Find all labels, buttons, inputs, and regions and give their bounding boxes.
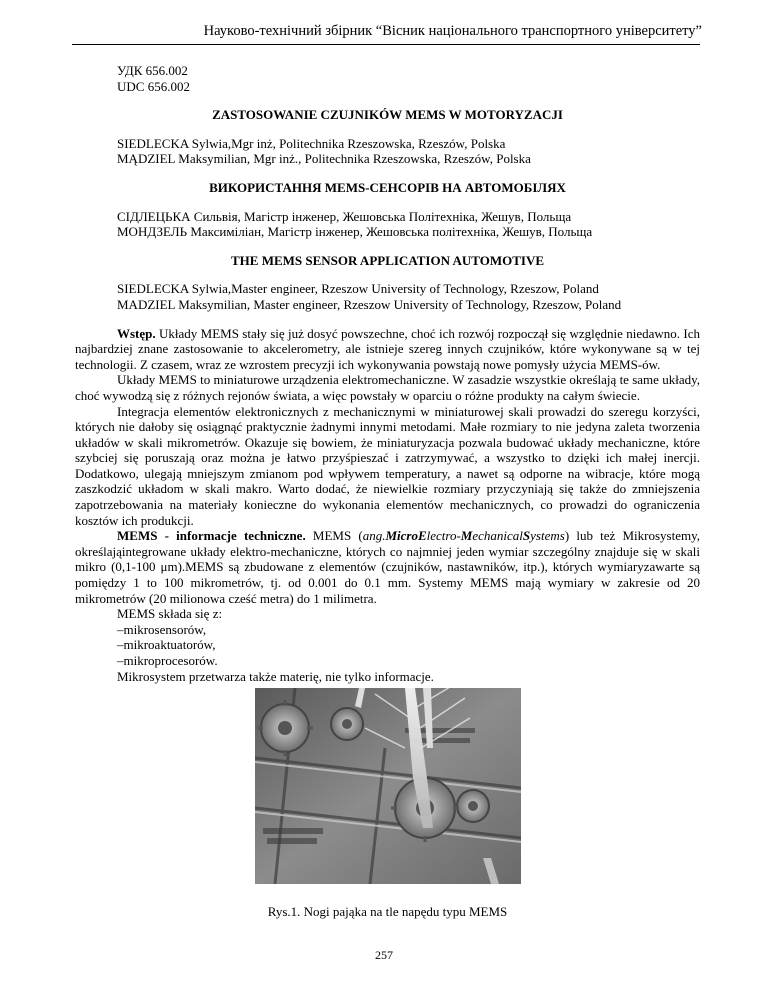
- udc-ua: УДК 656.002: [117, 63, 188, 78]
- title-pl: ZASTOSOWANIE CZUJNIKÓW MEMS W MOTORYZACJI: [212, 107, 563, 123]
- technical-heading: MEMS - informacje techniczne.: [117, 528, 306, 544]
- intro-heading: Wstęp.: [117, 325, 156, 341]
- author-pl-1: SIEDLECKA Sylwia,Mgr inż, Politechnika Rzeszowska, Rzeszów, Polska: [117, 135, 506, 151]
- mems-spider-photo: [255, 688, 521, 884]
- list-item: –mikrosensorów,: [117, 621, 207, 637]
- paragraph-intro: [75, 326, 700, 373]
- udc-block: [75, 63, 700, 94]
- paragraph-technical: MEMS - informacje techniczne. MEMS (ang.MicroElectro-MechanicalSystems) lub też Mikrosystemy, określająintegrowane układy elektro-mechaniczne, których co najmniej jeden wymiar szczególny znajduje się w skali mikro (0,1-100 μm).MEMS są zbudowane z elementów (czujników, nastawników, itp.), których wymiaryzawarte są pomiędzy 1 to 100 mikrometrów, tj. od 0.001 do 0.1 mm. Systemy MEMS mają wymiary w zakresie od 20 mikrometrów (20 milionowa cześć metra) do 1 milimetra.: [75, 528, 700, 606]
- figure-caption: Rys.1. Nogi pająka na tle napędu typu MEMS: [267, 904, 508, 920]
- author-en-1: SIEDLECKA Sylwia,Master engineer, Rzeszow University of Technology, Rzeszow, Poland: [117, 281, 599, 297]
- list-item: –mikroaktuatorów,: [117, 637, 216, 653]
- list-item: –mikroprocesorów.: [117, 653, 218, 668]
- author-pl-2: MĄDZIEL Maksymilian, Mgr inż., Politechnika Rzeszowska, Rzeszów, Polska: [117, 151, 531, 167]
- paragraph-5: Mikrosystem przetwarza także materię, nie tylko informacje.: [117, 668, 434, 684]
- authors-en: [75, 281, 700, 312]
- intro-text: Układy MEMS stały się już dosyć powszechne, choć ich rozwój rozpoczął się względnie niedawno. Ich najbardziej znane zastosowanie to akcelerometry, ale istnieje szereg innych czujników, które wykonywane są w tej technologii. Z czasem, wraz ze wzrostem precyzji ich wykonywania powstają nowe pomysły użycia MEMS-ów.: [75, 325, 700, 372]
- page-number: 257: [375, 948, 393, 962]
- authors-pl: [75, 136, 700, 167]
- header-divider: [72, 44, 700, 45]
- paragraph-3: Integracja elementów elektronicznych z mechanicznymi w miniaturowej skali prowadzi do szeregu korzyści, których nie dałoby się osiągnąć praktycznie żadnymi innymi metodami. Małe rozmiary to nie jedyna zaleta tworzenia układów w skali mikrometrów. Okazuje się bowiem, że miniaturyzacja pozwala budować układy mechaniczne, które szybciej się poruszają oraz można je łatwo przyśpieszać i zatrzymywać, a wszystko to dzięki ich małej inercji. Dodatkowo, ulegają mniejszym zmianom pod wpływem temperatury, a nawet są odporne na wibracje, które mogą zaszkodzić układom w skali makro. Warto dodać, że niewielkie rozmiary przyczyniają się także do zmniejszenia zapotrzebowania na materiały konieczne do wykonania elementów mechanicznych, co prowadzi do ograniczenia kosztów ich produkcji.: [75, 403, 700, 528]
- authors-ua: [75, 209, 700, 240]
- author-en-2: MADZIEL Maksymilian, Master engineer, Rzeszow University of Technology, Rzeszow, Poland: [117, 296, 622, 312]
- author-ua-2: МОНДЗЕЛЬ Максиміліан, Магістр інженер, Жешовська політехніка, Жешув, Польща: [117, 224, 593, 240]
- title-ua: ВИКОРИСТАННЯ MEMS-СЕНСОРІВ НА АВТОМОБІЛЯХ: [209, 179, 566, 195]
- page-content: [75, 63, 700, 920]
- journal-header: Науково-технічний збірник “Вісник національного транспортного університету”: [203, 23, 702, 39]
- author-ua-1: СІДЛЕЦЬКА Сильвія, Магістр інженер, Жешовська Політехніка, Жешув, Польща: [117, 208, 572, 224]
- udc-en: UDC 656.002: [117, 78, 190, 94]
- paragraph-2: Układy MEMS to miniaturowe urządzenia elektromechaniczne. W zasadzie wszystkie określają te same układy, choć wywodzą się z różnych rejonów świata, a więc powstały w oparciu o różne produkty na całym świecie.: [75, 372, 700, 403]
- title-en: THE MEMS SENSOR APPLICATION AUTOMOTIVE: [230, 252, 544, 268]
- list-intro: MEMS składa się z:: [117, 606, 223, 622]
